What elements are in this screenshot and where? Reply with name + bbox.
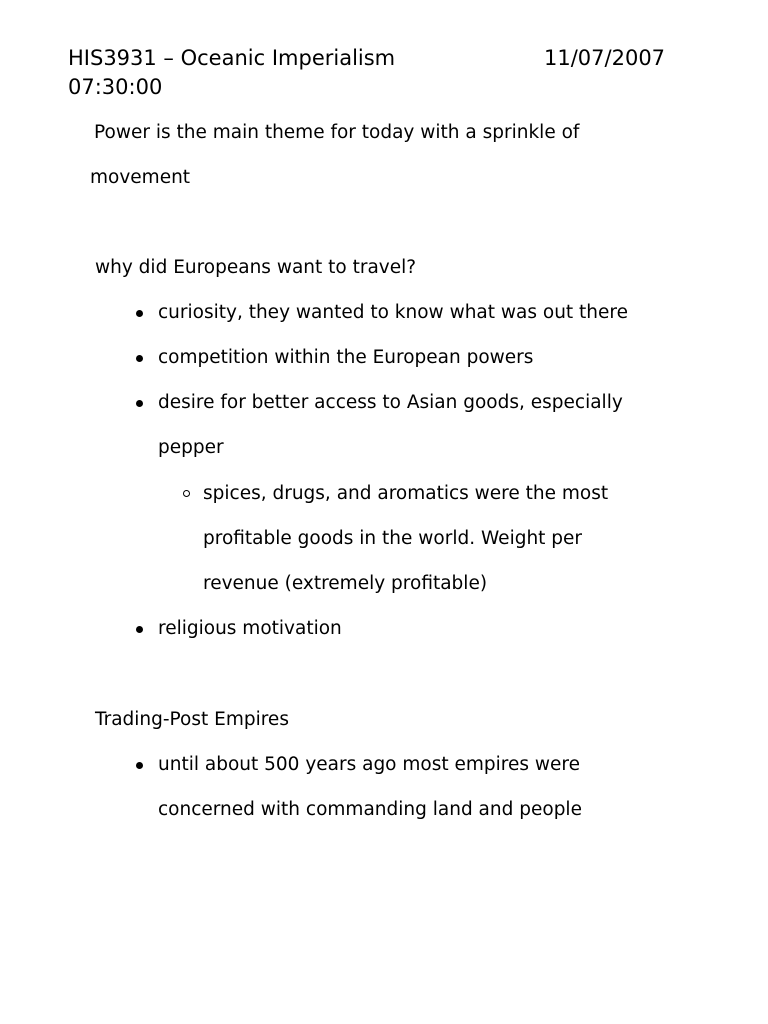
bullet-icon — [136, 762, 143, 769]
list-item-text: pepper — [158, 437, 224, 458]
hollow-bullet-icon — [183, 490, 190, 497]
list-item-text: revenue (extremely profitable) — [203, 573, 488, 594]
list-item-text: profitable goods in the world. Weight per — [203, 528, 583, 549]
lecture-date: 11/07/2007 — [544, 46, 666, 70]
section-heading: Trading-Post Empires — [95, 709, 289, 730]
list-item-text: curiosity, they wanted to know what was out there — [158, 302, 628, 323]
list-item-text: religious motivation — [158, 618, 342, 639]
intro-line: Power is the main theme for today with a sprinkle of — [94, 122, 580, 143]
bullet-icon — [136, 310, 143, 317]
section-heading: why did Europeans want to travel? — [95, 257, 417, 278]
bullet-icon — [136, 355, 143, 362]
intro-line: movement — [90, 167, 191, 188]
bullet-icon — [136, 626, 143, 633]
bullet-icon — [136, 400, 143, 407]
list-item-text: desire for better access to Asian goods, especially — [158, 392, 623, 413]
lecture-time: 07:30:00 — [68, 75, 163, 99]
list-item-text: competition within the European powers — [158, 347, 534, 368]
course-title: HIS3931 – Oceanic Imperialism — [68, 46, 396, 70]
list-item-text: concerned with commanding land and people — [158, 799, 582, 820]
list-item-text: until about 500 years ago most empires were — [158, 754, 580, 775]
list-item-text: spices, drugs, and aromatics were the most — [203, 483, 609, 504]
